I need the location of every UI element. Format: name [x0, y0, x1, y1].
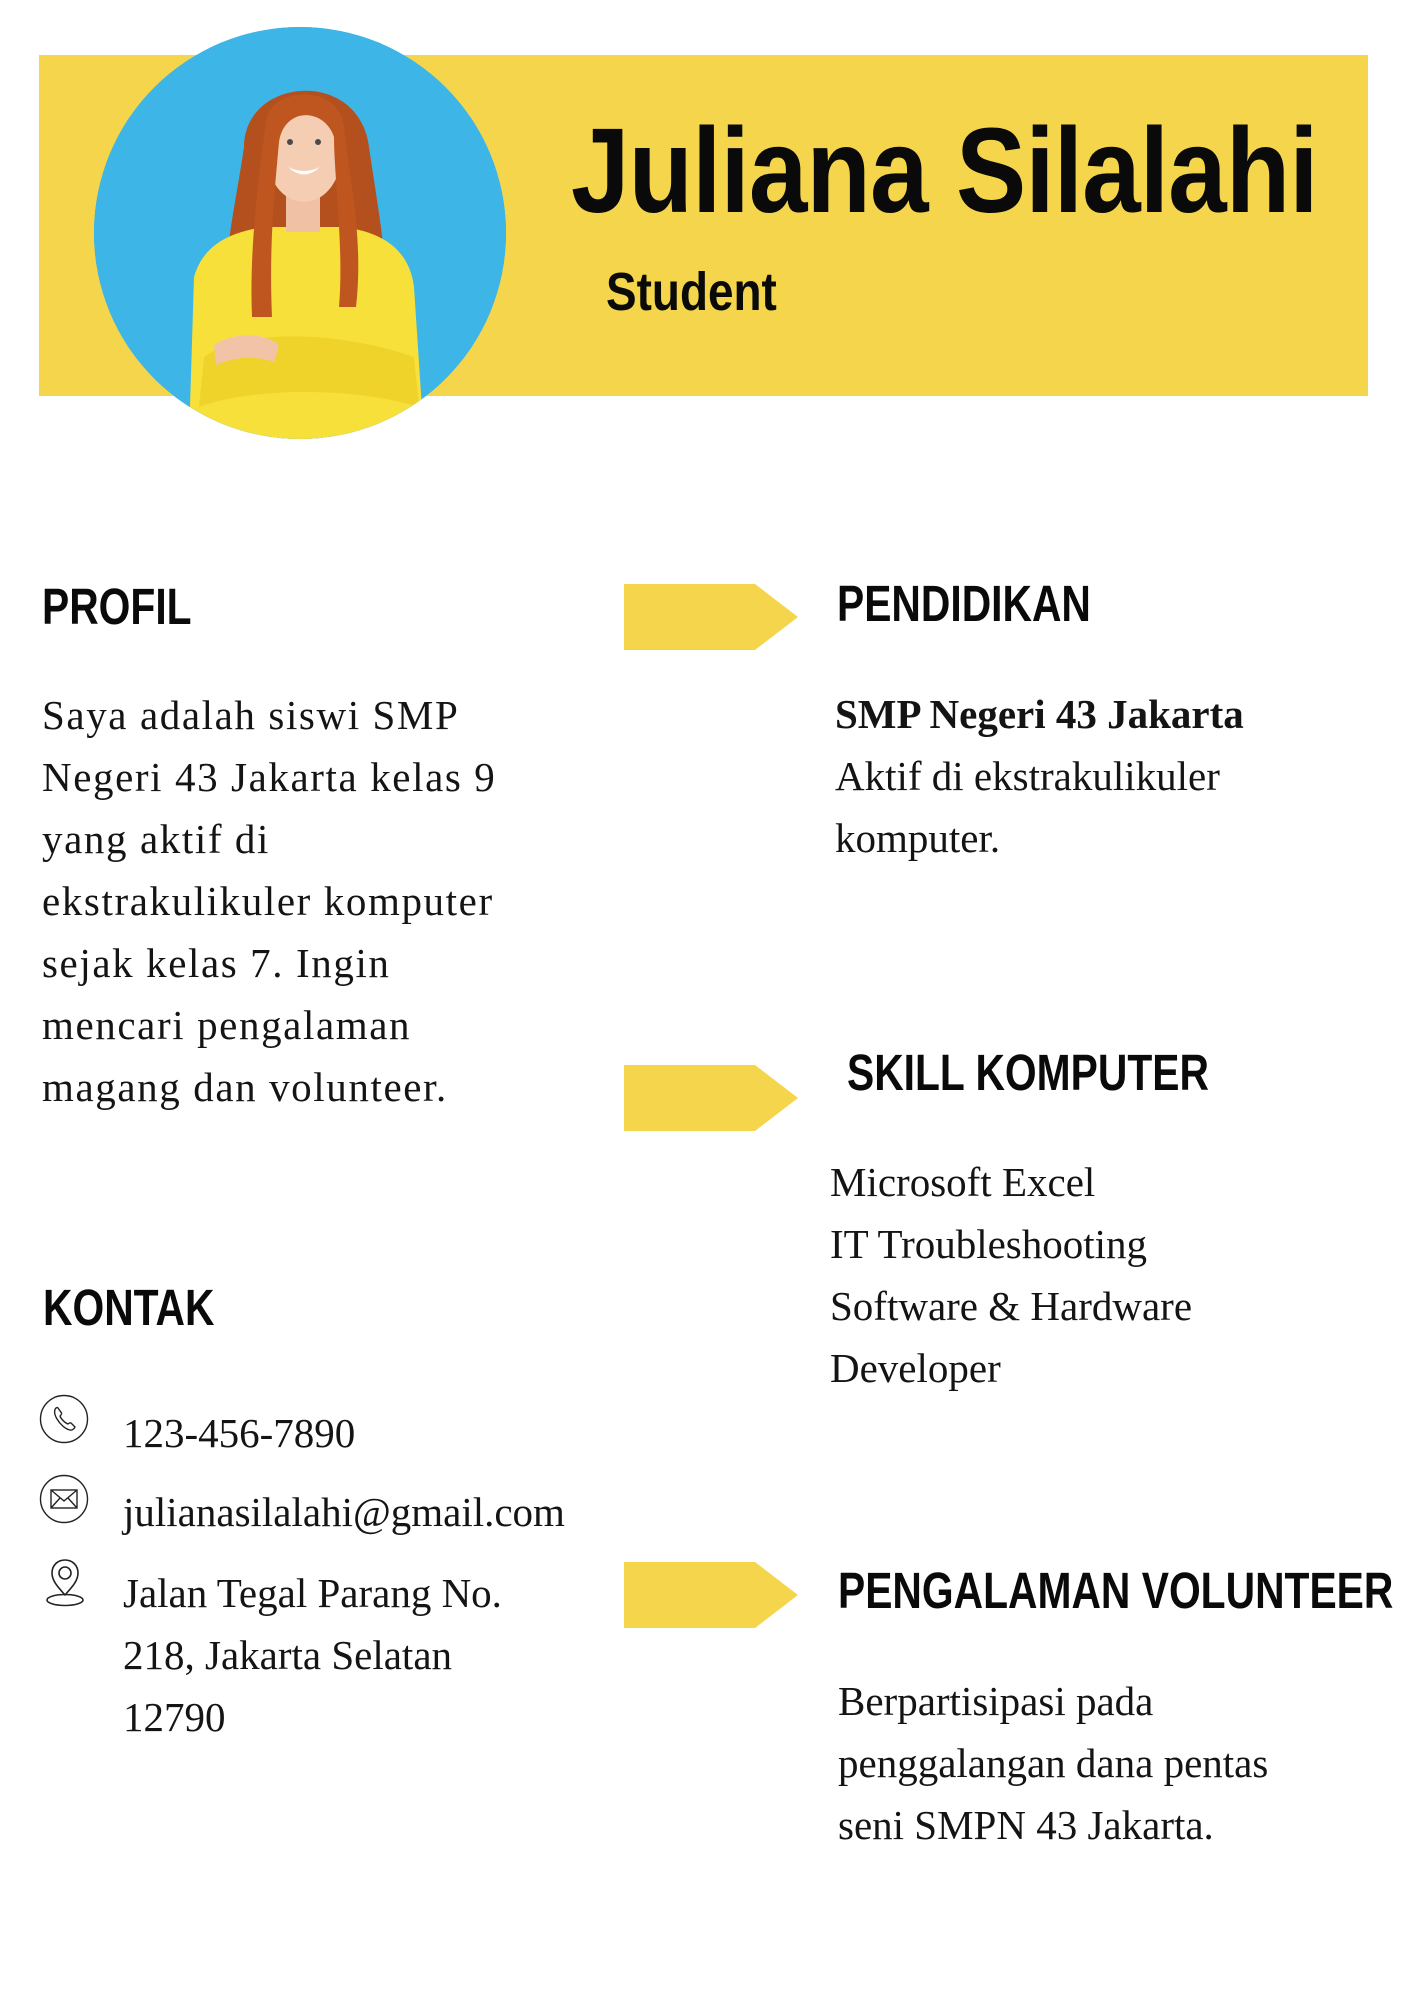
education-details	[835, 683, 1244, 869]
profile-line: mencari pengalaman	[42, 1002, 412, 1048]
profile-paragraph	[42, 684, 496, 1118]
skills-list	[830, 1151, 1192, 1399]
phone-icon	[39, 1394, 89, 1444]
profile-line: yang aktif di	[42, 816, 271, 862]
education-line: Aktif di ekstrakulikuler	[835, 753, 1220, 799]
address-line: 218, Jakarta Selatan	[123, 1632, 453, 1678]
education-line: komputer.	[835, 815, 1001, 861]
volunteer-details	[838, 1670, 1268, 1856]
person-name: Juliana Silalahi	[571, 102, 1318, 238]
contact-address	[123, 1562, 502, 1748]
skill-item: Software & Hardware	[830, 1283, 1193, 1329]
arrow-marker-volunteer	[624, 1562, 798, 1628]
volunteer-line: Berpartisipasi pada	[838, 1678, 1154, 1724]
mail-icon	[39, 1474, 89, 1524]
address-line: Jalan Tegal Parang No.	[123, 1570, 502, 1616]
profile-line: magang dan volunteer.	[42, 1064, 448, 1110]
skill-item: Developer	[830, 1345, 1001, 1391]
portrait-illustration	[94, 27, 506, 439]
contact-phone[interactable]: 123-456-7890	[123, 1410, 356, 1456]
skill-item: IT Troubleshooting	[830, 1221, 1148, 1267]
education-heading: PENDIDIKAN	[837, 575, 1091, 632]
profile-line: Saya adalah siswi SMP	[42, 692, 460, 738]
person-role: Student	[606, 262, 777, 322]
profile-heading: PROFIL	[42, 578, 192, 635]
skills-heading: SKILL KOMPUTER	[847, 1044, 1209, 1101]
skill-item: Microsoft Excel	[830, 1159, 1096, 1205]
location-pin-icon	[40, 1557, 90, 1607]
profile-line: Negeri 43 Jakarta kelas 9	[42, 754, 497, 800]
profile-photo	[94, 27, 506, 439]
contact-email[interactable]: julianasilalahi@gmail.com	[123, 1489, 565, 1535]
contact-heading: KONTAK	[43, 1279, 215, 1336]
profile-line: sejak kelas 7. Ingin	[42, 940, 391, 986]
volunteer-line: penggalangan dana pentas	[838, 1740, 1269, 1786]
profile-line: ekstrakulikuler komputer	[42, 878, 494, 924]
arrow-marker-education	[624, 584, 798, 650]
volunteer-line: seni SMPN 43 Jakarta.	[838, 1802, 1214, 1848]
volunteer-heading: PENGALAMAN VOLUNTEER	[838, 1562, 1394, 1619]
arrow-marker-skills	[624, 1065, 798, 1131]
education-school: SMP Negeri 43 Jakarta	[835, 691, 1244, 737]
address-line: 12790	[123, 1694, 226, 1740]
